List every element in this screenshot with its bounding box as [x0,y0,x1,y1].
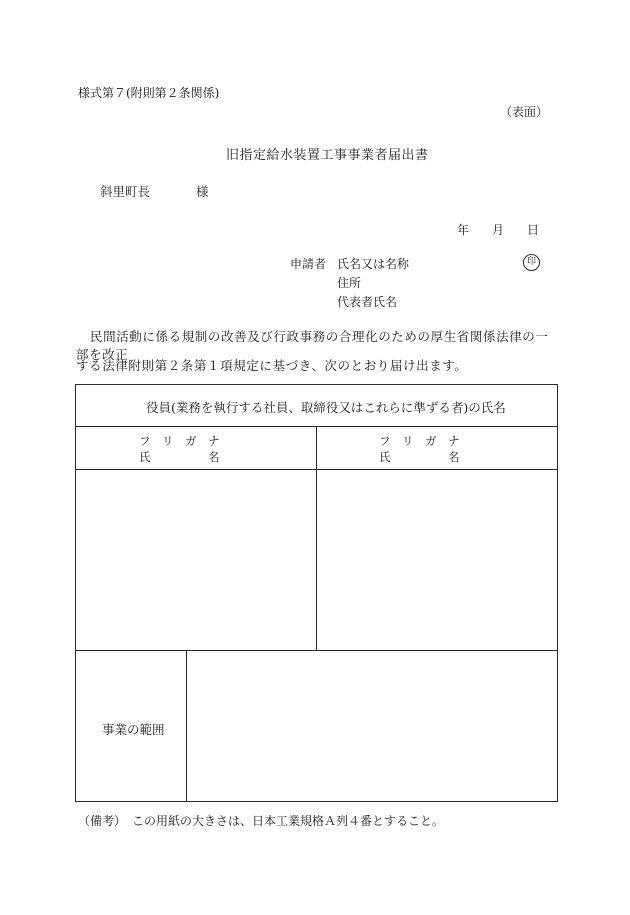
applicant-label: 申請者 [290,257,327,271]
column-divider [316,426,317,651]
date-month: 月 [492,223,505,237]
addressee-name: 斜里町長 [100,184,151,199]
document-title: 旧指定給水装置工事事業者届出書 [226,148,429,163]
scope-divider [186,650,187,802]
applicant-name-label: 氏名又は名称 [337,257,410,271]
date-year: 年 [457,223,470,237]
names-divider [75,650,558,651]
date-day: 日 [527,223,540,237]
left-furigana-label: フ リ ガ ナ [139,434,220,448]
scope-label: 事業の範囲 [102,722,165,737]
right-name-label: 氏 名 [379,450,460,464]
seal-mark: 印 [523,254,540,271]
body-line-1: 民間活動に係る規制の改善及び行政事務の合理化のための厚生省関係法律の一部を改正 [76,329,549,362]
left-name-label: 氏 名 [139,450,220,464]
body-line-2: する法律附則第２条第１項規定に基づき、次のとおり届け出ます。 [76,358,468,373]
table-header: 役員(業務を執行する社員、取締役又はこれらに準ずる者)の氏名 [146,400,506,415]
form-number: 様式第７(附則第２条関係) [78,86,220,100]
side-label: （表面） [500,105,549,119]
note: （備考） この用紙の大きさは、日本工業規格Ａ列４番とすること。 [78,814,445,828]
addressee-suffix: 様 [196,184,209,199]
right-furigana-label: フ リ ガ ナ [379,434,460,448]
applicant-address-label: 住所 [337,276,362,290]
applicant-representative-label: 代表者氏名 [337,295,398,309]
